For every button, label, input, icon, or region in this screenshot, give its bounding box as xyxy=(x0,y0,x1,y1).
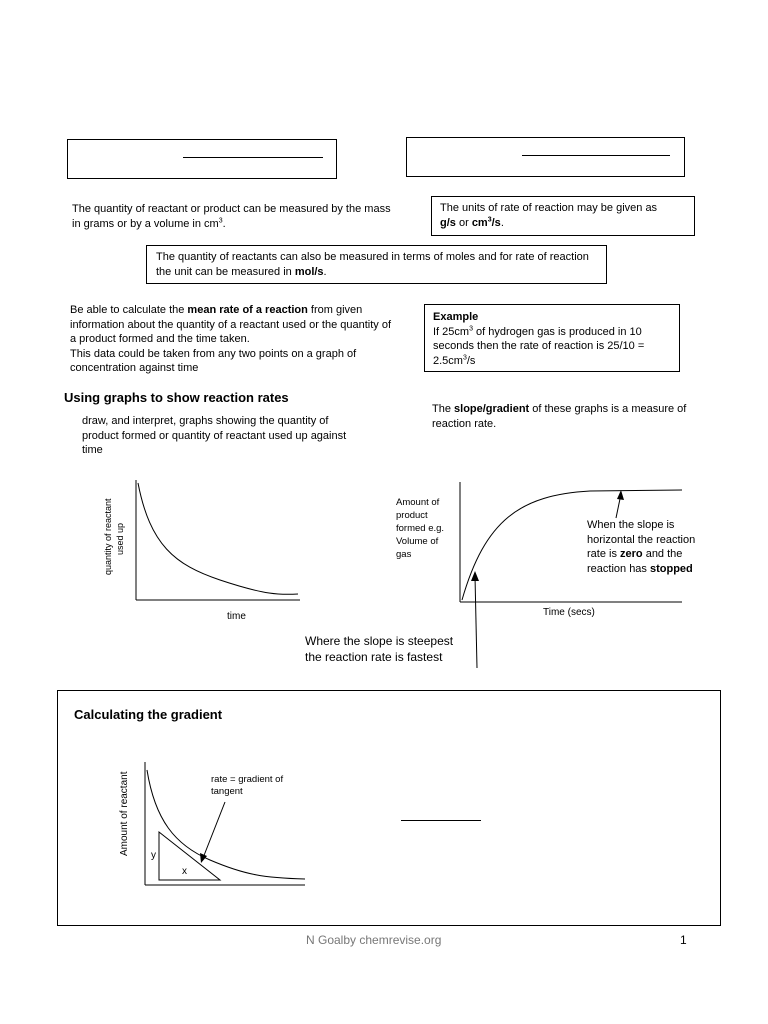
plateau-note: When the slope is horizontal the reaction rate is zero and the reaction has stopped xyxy=(587,519,696,575)
product-xlabel: Time (secs) xyxy=(543,607,595,618)
blank-line xyxy=(183,157,323,158)
mass-text: The quantity of reactant or product can be measured by the mass in grams or by a volume in $cm^3$. xyxy=(72,203,391,230)
blank-line xyxy=(401,820,481,821)
example-box: Example If $25cm^3$ of hydrogen gas is produced in 10 seconds then the rate of reaction is $25/10 = 2.5cm^3/s$ xyxy=(424,304,680,372)
slope-text: The slope/gradient of these graphs is a measure of reaction rate. xyxy=(432,403,687,430)
product-ylabel-line: gas xyxy=(396,549,412,560)
tangent-arrow xyxy=(203,802,225,858)
page-number: 1 xyxy=(680,933,687,947)
reactant-graph xyxy=(100,475,310,635)
product-ylabel-line: Volume of xyxy=(396,536,439,547)
product-ylabel-line: Amount of xyxy=(396,497,440,508)
blank-line xyxy=(522,155,670,156)
reactant-xlabel: time xyxy=(227,611,246,622)
reactant-ylabel-line1: quantity of reactant xyxy=(103,498,113,575)
mean-rate-text: Be able to calculate the mean rate of a reaction from given information about the quantity of a reactant used or the quantity of a product formed and the time taken. This data could be taken from any two points on a graph of concentration against time xyxy=(70,304,392,374)
reactant-ylabel-line2: used up xyxy=(115,522,125,555)
moles-box: The quantity of reactants can also be measured in terms of moles and for rate of reaction the unit can be measured in mol/s. xyxy=(146,245,607,284)
example-title: Example xyxy=(433,311,479,323)
gradient-ylabel: Amount of reactant xyxy=(119,771,130,856)
header-box-right xyxy=(406,137,685,177)
triangle-y-label: y xyxy=(151,850,156,861)
header-box-left xyxy=(67,139,337,179)
product-ylabel-line: formed e.g. xyxy=(396,523,445,534)
product-ylabel-line: product xyxy=(396,510,428,521)
gradient-heading: Calculating the gradient xyxy=(74,707,223,722)
units-box: The units of rate of reaction may be given as g/s or $cm^3/s$. xyxy=(431,196,695,236)
reactant-curve xyxy=(138,483,298,594)
graphs-instruction: draw, and interpret, graphs showing the quantity of product formed or quantity of reactant used up against time xyxy=(82,415,347,456)
graphs-heading: Using graphs to show reaction rates xyxy=(64,390,289,405)
tangent-note: rate = gradient of tangent xyxy=(211,774,284,797)
triangle-x-label: x xyxy=(182,866,187,877)
plateau-arrowhead xyxy=(617,490,624,500)
steepest-note: Where the slope is steepest the reaction rate is fastest xyxy=(305,634,454,664)
footer-credit: N Goalby chemrevise.org xyxy=(306,933,442,947)
steep-arrowhead xyxy=(471,571,479,581)
